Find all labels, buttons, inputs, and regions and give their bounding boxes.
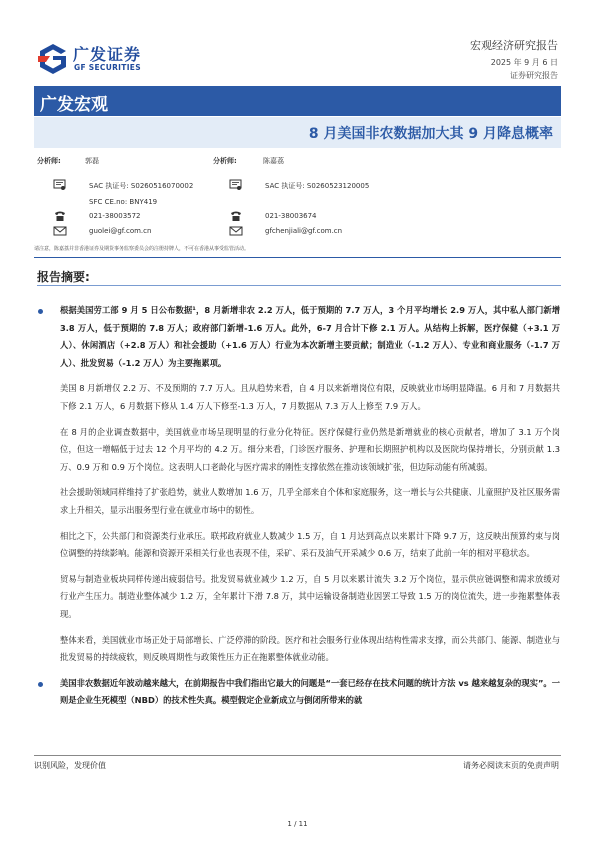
analyst-email[interactable]: guolei@gf.com.cn: [89, 227, 152, 235]
summary-underline: [37, 285, 561, 286]
gf-securities-logo: [36, 40, 166, 80]
phone-icon: [53, 210, 67, 222]
certificate-icon: [229, 179, 243, 191]
analyst-disclaimer: 请注意，陈嘉荔并非香港证券及期货事务监察委员会的注册持牌人，不可在香港从事受监管活动。: [34, 246, 250, 252]
analyst-sac: SAC 执证号: S0260523120005: [265, 182, 370, 190]
summary-paragraph: 在 8 月的企业调查数据中，美国就业市场呈现明显的行业分化特征。医疗保健行业仍然是新增就业的核心贡献者，增加了 3.1 万个岗位，但这一增幅低于过去 12 个月平均的 4.2 万。细分来看，门诊医疗服务、护理和长期照护机构以及医院均保持增长，分别贡献 1.3 万、0.9 万和 0.9 万个岗位。这表明人口老龄化与医疗需求的刚性支撑依然在推动该领域扩张，但边际动能有所减弱。: [60, 426, 560, 472]
analyst-label: 分析师:: [37, 157, 61, 165]
summary-paragraph: 贸易与制造业板块同样传递出疲弱信号。批发贸易就业减少 1.2 万，自 5 月以来累计流失 3.2 万个岗位，显示供应链调整和需求放缓对行业产生压力。制造业整体减少 1.2 万，全年累计下滑 7.8 万，其中运输设备制造业因罢工导致 1.5 万的岗位流失，进一步拖累整体表现。: [60, 573, 560, 619]
bullet-dot-icon: [38, 682, 43, 687]
gf-logo-icon: [36, 42, 70, 76]
analyst-phone: 021-38003572: [89, 212, 141, 220]
summary-paragraph: 相比之下，公共部门和资源类行业承压。联邦政府就业人数减少 1.5 万，自 1 月达到高点以来累计下降 9.7 万，这反映出预算约束与岗位调整的持续影响。能源和资源开采相关行业也表现不佳，采矿、采石及油气开采减少 0.6 万，结束了此前一年的相对平稳状态。: [60, 530, 560, 559]
summary-bullet: [38, 675, 560, 710]
report-type: 宏观经济研究报告: [470, 39, 558, 52]
report-category: 证券研究报告: [510, 71, 558, 80]
summary-paragraph: 美国 8 月新增仅 2.2 万、不及预期的 7.7 万人。且从趋势来看，自 4 月以来新增岗位有限，反映就业市场明显降温。6 月和 7 月数据共下修 2.1 万人，6 月数据下修从 1.4 万人下修至-1.3 万人，7 月数据从 7.3 万人上修至 7.9 万人。: [60, 383, 560, 411]
phone-icon: [229, 210, 243, 222]
analyst-name: 郭磊: [85, 157, 99, 165]
bullet-text: 根据美国劳工部 9 月 5 日公布数据¹，8 月新增非农 2.2 万人，低于预期的 7.7 万人，3 个月平均增长 2.9 万人，其中私人部门新增 3.8 万人，低于预期的 7.8 万人；政府部门新增-1.6 万人。此外，6-7 月合计下修 2.1 万人。从结构上拆解，医疗保健（+3.1 万人）、休闲酒店（+2.8 万人）和社会援助（+1.6 万人）行业为本次新增主要贡献；制造业（-1.2 万人）、专业和商业服务（-1.7 万人）、批发贸易（-1.2 万人）为主要拖累项。: [60, 305, 560, 368]
analyst-label: 分析师:: [213, 157, 237, 165]
analyst-phone: 021-38003674: [265, 212, 317, 220]
summary-paragraph: 整体来看，美国就业市场正处于局部增长、广泛停滞的阶段。医疗和社会服务行业体现出结构性需求支撑，而公共部门、能源、制造业与批发贸易的持续疲软，则反映周期性与政策性压力正在拖累整体就业动能。: [60, 634, 560, 663]
title-bar: [34, 117, 561, 148]
bullet-dot-icon: [38, 309, 43, 314]
summary-body: [38, 302, 560, 710]
series-title: 广发宏观: [40, 95, 108, 115]
email-icon: [229, 225, 243, 237]
analyst-sac: SAC 执证号: S0260516070002: [89, 182, 194, 190]
certificate-icon: [53, 179, 67, 191]
summary-title: 报告摘要:: [37, 270, 90, 284]
page-number: 1 / 11: [287, 820, 308, 828]
footer-slogan: 识别风险，发现价值: [34, 761, 106, 770]
footer-disclaimer-link[interactable]: 请务必阅读末页的免责声明: [463, 761, 559, 770]
logo-en-text: GF SECURITIES: [74, 63, 141, 72]
analyst-sfc: SFC CE.no: BNY419: [89, 198, 158, 206]
analyst-email[interactable]: gfchenjiali@gf.com.cn: [265, 227, 343, 235]
summary-bullet: [38, 302, 560, 372]
email-icon: [53, 225, 67, 237]
bullet-text: 美国非农数据近年波动越来越大，在前期报告中我们指出它最大的问题是“一套已经存在技术问题的统计方法 vs 越来越复杂的现实”。一则是企业生死模型（NBD）的技术性失真。模型假定企业新成立与倒闭所带来的就: [60, 677, 560, 706]
report-title: 8 月美国非农数据加大其 9 月降息概率: [308, 126, 553, 142]
report-date: 2025 年 9 月 6 日: [490, 58, 558, 67]
analyst-name: 陈嘉荔: [263, 157, 284, 165]
footer-divider: [34, 755, 561, 756]
logo-cn-text: 广发证券: [73, 45, 142, 64]
divider: [34, 257, 561, 258]
summary-paragraph: 社会援助领域同样维持了扩张趋势，就业人数增加 1.6 万，几乎全部来自个体和家庭服务，这一增长与公共健康、儿童照护及社区服务需求上升相关，显示出服务型行业在就业市场中的韧性。: [60, 487, 560, 515]
series-banner: [34, 86, 561, 116]
